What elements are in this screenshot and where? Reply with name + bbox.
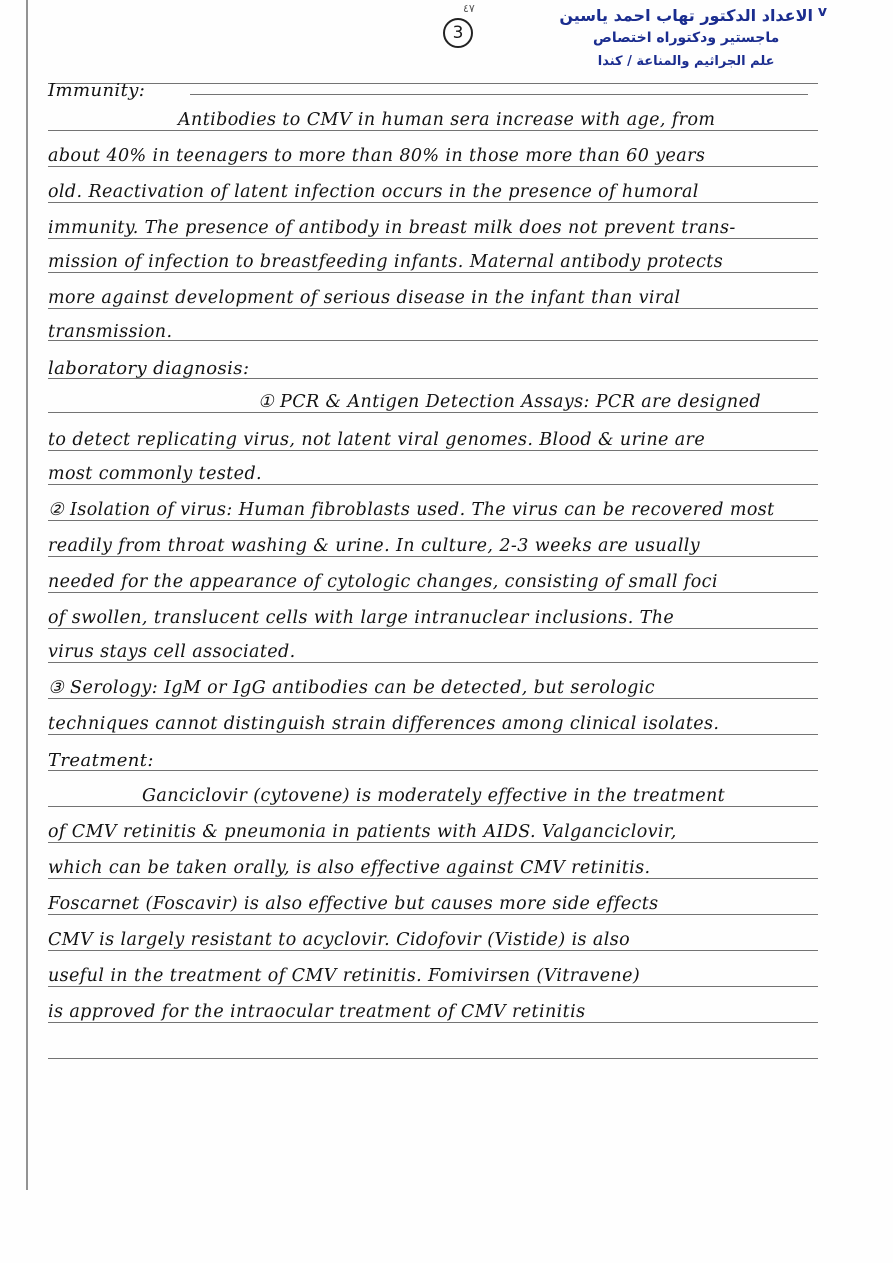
text-line: to detect replicating virus, not latent viral genomes. Blood & urine are	[48, 430, 706, 450]
text-line: ② Isolation of virus: Human fibroblasts used. The virus can be recovered most	[48, 500, 775, 520]
text-line: CMV is largely resistant to acyclovir. Cidofovir (Vistide) is also	[48, 930, 631, 950]
lab-diagnosis-heading: laboratory diagnosis:	[48, 358, 250, 379]
ruled-line	[48, 592, 818, 593]
text-line: of CMV retinitis & pneumonia in patients with AIDS. Valganciclovir,	[48, 822, 677, 842]
ruled-line	[48, 520, 818, 521]
ruled-line	[48, 986, 818, 987]
ruled-line	[48, 450, 818, 451]
ruled-line	[48, 662, 818, 663]
text-line: old. Reactivation of latent infection occurs in the presence of humoral	[48, 182, 699, 202]
text-line: of swollen, translucent cells with large intranuclear inclusions. The	[48, 608, 675, 628]
ruled-line	[48, 166, 818, 167]
page-number: 3	[443, 18, 473, 48]
treatment-heading: Treatment:	[48, 750, 154, 771]
ruled-line	[48, 950, 818, 951]
ruled-line	[48, 806, 818, 807]
stamp-mark: v	[817, 4, 827, 20]
text-line: ③ Serology: IgM or IgG antibodies can be detected, but serologic	[48, 678, 655, 698]
ruled-line	[48, 914, 818, 915]
ruled-line	[48, 308, 818, 309]
ruled-line	[48, 878, 818, 879]
text-line: is approved for the intraocular treatment of CMV retinitis	[48, 1002, 586, 1022]
ruled-line	[48, 842, 818, 843]
author-stamp	[559, 4, 813, 73]
text-line: about 40% in teenagers to more than 80% in those more than 60 years	[48, 146, 706, 166]
ruled-line	[48, 1022, 818, 1023]
ruled-line	[48, 202, 818, 203]
ruled-line	[48, 1058, 818, 1059]
text-line: needed for the appearance of cytologic changes, consisting of small foci	[48, 572, 718, 592]
margin-line	[26, 0, 28, 1190]
text-line: mission of infection to breastfeeding infants. Maternal antibody protects	[48, 252, 724, 272]
ruled-line	[48, 130, 818, 131]
text-line: more against development of serious disease in the infant than viral	[48, 288, 681, 308]
ruled-line	[48, 698, 818, 699]
ruled-line	[48, 272, 818, 273]
ruled-line	[48, 484, 818, 485]
text-line: transmission.	[48, 322, 173, 342]
text-line: ① PCR & Antigen Detection Assays: PCR are designed	[258, 392, 761, 412]
text-line: immunity. The presence of antibody in breast milk does not prevent trans-	[48, 218, 736, 238]
stamp-line-3: علم الجراثيم والمناعة / كندا	[597, 54, 775, 69]
text-line: virus stays cell associated.	[48, 642, 296, 662]
immunity-heading: Immunity:	[48, 80, 146, 101]
text-line: techniques cannot distinguish strain differences among clinical isolates.	[48, 714, 720, 734]
ruled-line	[48, 628, 818, 629]
text-line: which can be taken orally, is also effective against CMV retinitis.	[48, 858, 651, 878]
ruled-line	[190, 94, 808, 95]
ruled-line	[48, 556, 818, 557]
ruled-line	[48, 770, 818, 771]
stamp-line-1: الاعداد الدكتور تهاب احمد ياسين	[559, 6, 813, 25]
text-line: Foscarnet (Foscavir) is also effective but causes more side effects	[48, 894, 659, 914]
stamp-line-2: ماجستير ودكتوراه اختصاص	[593, 30, 780, 46]
ruled-line	[48, 734, 818, 735]
text-line: readily from throat washing & urine. In culture, 2-3 weeks are usually	[48, 536, 701, 556]
ruled-line	[48, 238, 818, 239]
text-line: Ganciclovir (cytovene) is moderately effective in the treatment	[142, 786, 726, 806]
text-line: most commonly tested.	[48, 464, 263, 484]
corner-mark: ٤٧	[463, 2, 475, 15]
text-line: Antibodies to CMV in human sera increase with age, from	[178, 110, 716, 130]
text-line: useful in the treatment of CMV retinitis. Fomivirsen (Vitravene)	[48, 966, 641, 986]
ruled-line	[48, 83, 818, 84]
ruled-line	[48, 412, 818, 413]
